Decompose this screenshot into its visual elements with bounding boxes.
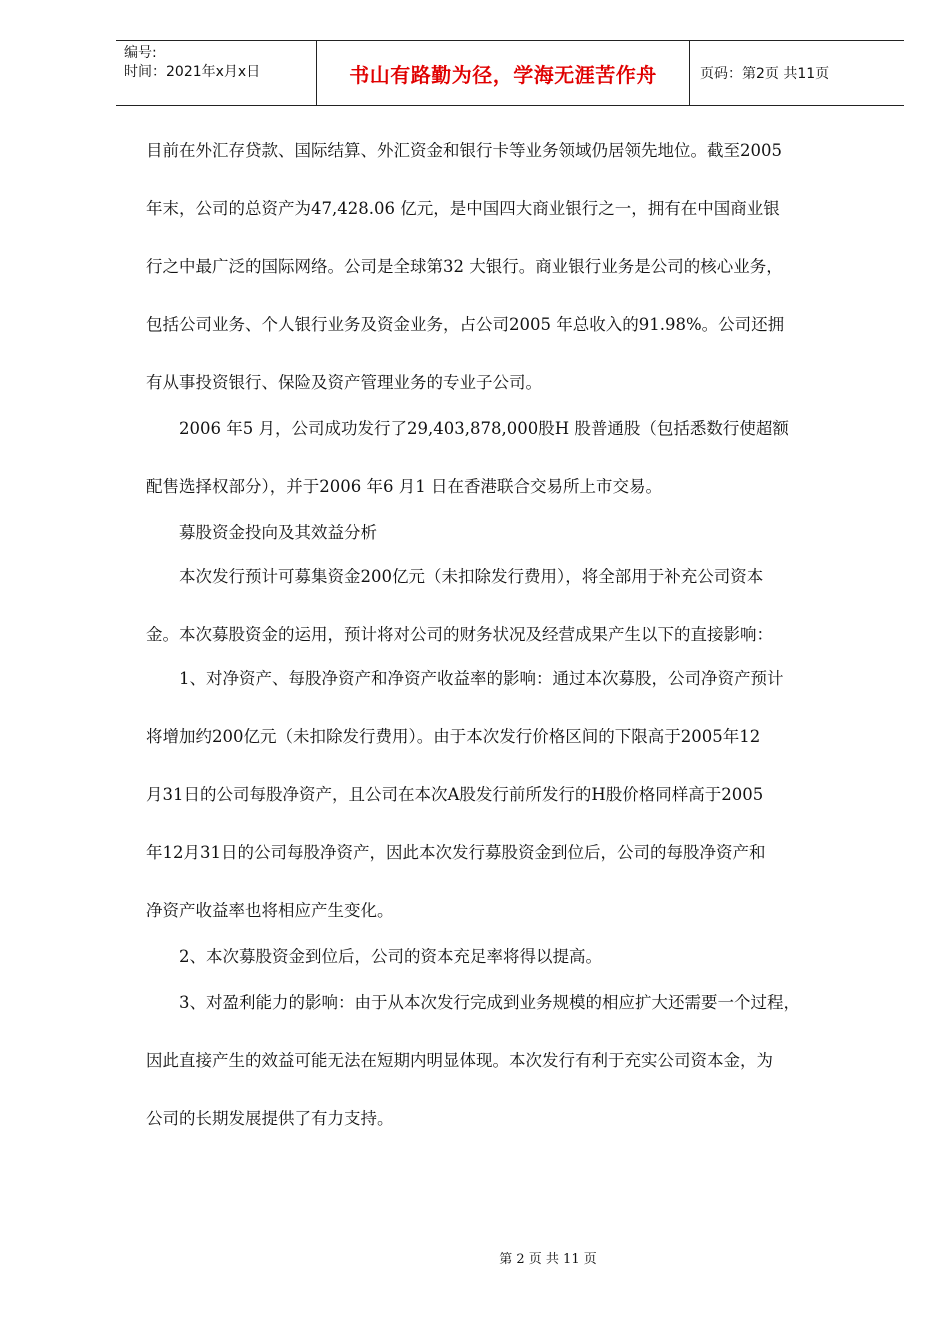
page-number-label: 页码：第2页 共11页 bbox=[700, 66, 830, 82]
section-heading: 募股资金投向及其效益分析 bbox=[146, 523, 377, 542]
text-line: 净资产收益率也将相应产生变化。 bbox=[146, 901, 394, 920]
header-meta bbox=[116, 41, 316, 105]
text-line: 目前在外汇存贷款、国际结算、外汇资金和银行卡等业务领域仍居领先地位。截至2005 bbox=[146, 141, 782, 160]
text-line: 有从事投资银行、保险及资产管理业务的专业子公司。 bbox=[146, 373, 542, 392]
header-page-cell bbox=[690, 41, 904, 105]
page-footer bbox=[0, 1248, 950, 1267]
text-line: 2006 年5 月，公司成功发行了29,403,878,000股H 股普通股（包括悉数行使超额 bbox=[146, 419, 789, 438]
text-line: 因此直接产生的效益可能无法在短期内明显体现。本次发行有利于充实公司资本金，为 bbox=[146, 1051, 773, 1070]
footer-page-number: 第 2 页 共 11 页 bbox=[499, 1252, 597, 1267]
page-header bbox=[116, 40, 904, 106]
text-line: 行之中最广泛的国际网络。公司是全球第32 大银行。商业银行业务是公司的核心业务， bbox=[146, 257, 783, 276]
motto-text: 书山有路勤为径，学海无涯苦作舟 bbox=[349, 62, 657, 87]
text-line: 月31日的公司每股净资产，且公司在本次A股发行前所发行的H股价格同样高于2005 bbox=[146, 785, 764, 804]
text-line: 年12月31日的公司每股净资产，因此本次发行募股资金到位后，公司的每股净资产和 bbox=[146, 843, 766, 862]
text-line: 2、本次募股资金到位后，公司的资本充足率将得以提高。 bbox=[146, 947, 602, 966]
text-line: 公司的长期发展提供了有力支持。 bbox=[146, 1109, 394, 1128]
text-line: 3、对盈利能力的影响：由于从本次发行完成到业务规模的相应扩大还需要一个过程， bbox=[146, 993, 800, 1012]
text-line: 金。本次募股资金的运用，预计将对公司的财务状况及经营成果产生以下的直接影响： bbox=[146, 625, 773, 644]
text-line: 年末，公司的总资产为47,428.06 亿元，是中国四大商业银行之一，拥有在中国商业银 bbox=[146, 199, 780, 218]
date-label: 时间：2021年x月x日 bbox=[124, 64, 261, 80]
text-line: 将增加约200亿元（未扣除发行费用）。由于本次发行价格区间的下限高于2005年12 bbox=[146, 727, 761, 746]
text-line: 1、对净资产、每股净资产和净资产收益率的影响：通过本次募股，公司净资产预计 bbox=[146, 669, 784, 688]
text-line: 本次发行预计可募集资金200亿元（未扣除发行费用），将全部用于补充公司资本 bbox=[146, 567, 764, 586]
serial-number-label: 编号: bbox=[124, 45, 157, 61]
header-motto-cell bbox=[316, 41, 690, 105]
text-line: 配售选择权部分），并于2006 年6 月1 日在香港联合交易所上市交易。 bbox=[146, 477, 662, 496]
document-body bbox=[146, 134, 884, 1136]
text-line: 包括公司业务、个人银行业务及资金业务，占公司2005 年总收入的91.98%。公司还拥 bbox=[146, 315, 785, 334]
